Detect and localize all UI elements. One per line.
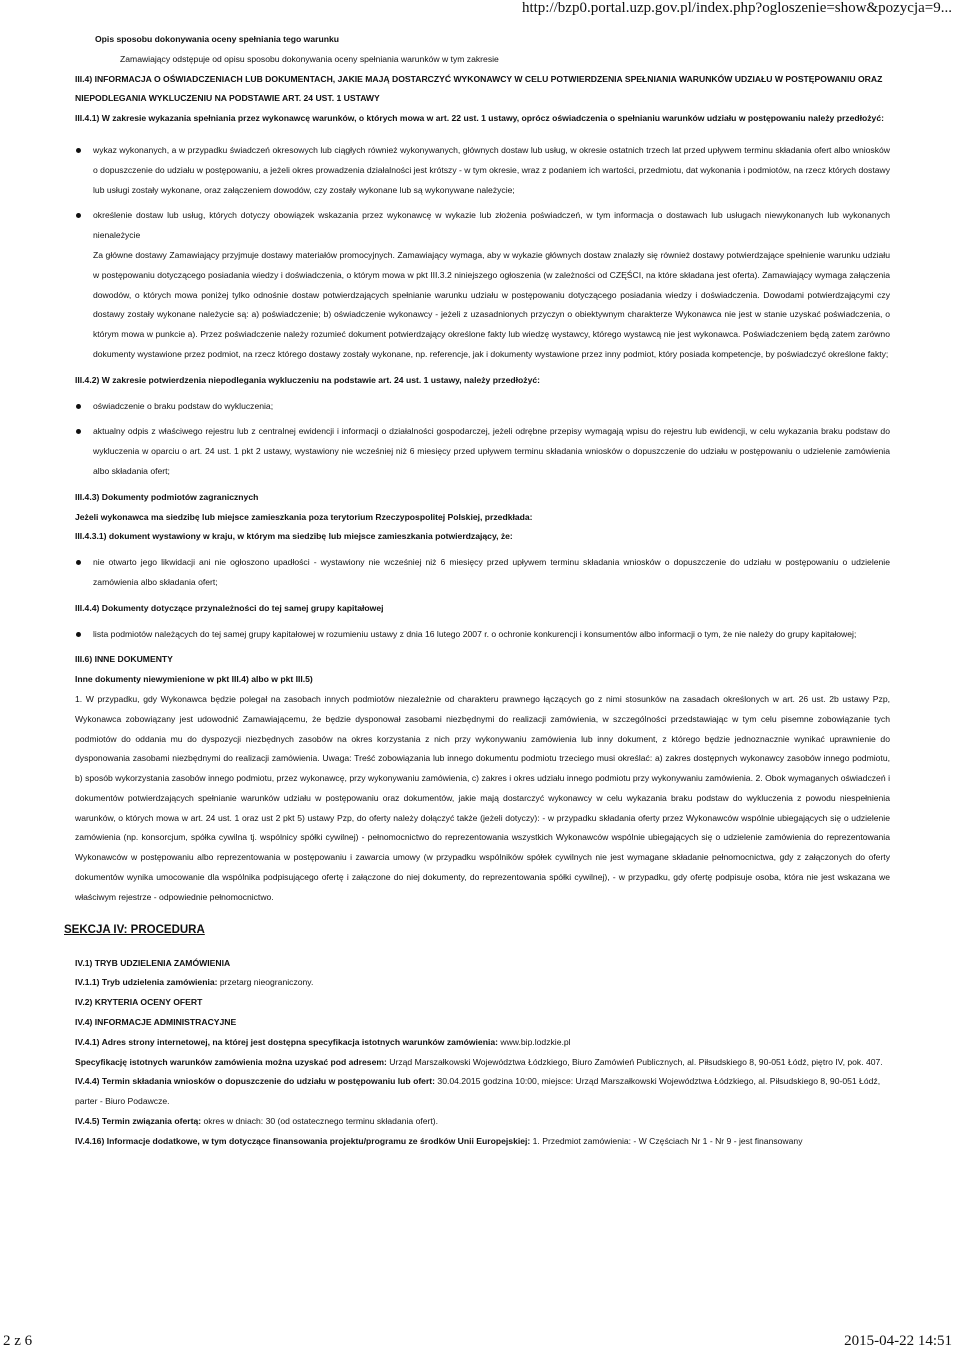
iii41-list xyxy=(75,141,890,246)
iv41-label: IV.4.1) Adres strony internetowej, na której jest dostępna specyfikacja istotnych warunków zamówienia: xyxy=(75,1036,498,1047)
page-number: 2 z 6 xyxy=(3,1333,33,1349)
iv2-heading: IV.2) KRYTERIA OCENY OFERT xyxy=(75,997,203,1008)
iv44-value: 30.04.2015 godzina 10:00, miejsce: Urząd Marszałkowski Województwa Łódzkiego, al. Piłsudskiego 8, 90-051 Łódź, parter - Biuro Podawcze. xyxy=(75,1076,881,1107)
browser-url: http://bzp0.portal.uzp.gov.pl/index.php?ogloszenie=show&pozycja=9... xyxy=(521,0,952,16)
list-item: nie otwarto jego likwidacji ani nie ogłoszono upadłości - wystawiony nie wcześniej niż 6 miesięcy przed upływem terminu składania wniosków o dopuszczenie do udziału w postępowaniu o udzielenie zamówienia albo składania ofert; xyxy=(75,553,890,593)
other-documents-line: Inne dokumenty niewymienione w pkt III.4) albo w pkt III.5) xyxy=(75,674,313,685)
iv41-value: www.bip.lodzkie.pl xyxy=(497,1036,571,1047)
iii42-list xyxy=(75,397,890,482)
main-supplies-note: Za główne dostawy Zamawiający przyjmuje dostawy materiałów promocyjnych. Zamawiający wymaga, aby w wykazie głównych dostaw znalazły się również dostawy potwierdzające spełnienie warunku udziału w postępowaniu dotyczącego posiadania wiedzy i doświadczenia, o którym mowa w pkt III.3.2 niniejszego ogłoszenia (w zależności od CZĘŚCI, na które składana jest oferta). Zamawiający wymaga załączenia dowodów, o których mowa poniżej tylko odnośnie dostaw potwierdzających spełnianie warunku udziału w postępowaniu dotyczącego posiadania wiedzy i doświadczenia. Dowodami potwierdzającymi czy dostawy zostały wykonane należycie są: a) poświadczenie; b) oświadczenie wykonawcy - jeżeli z uzasadnionych przyczyn o obiektywnym charakterze Wykonawca nie jest w stanie uzyskać poświadczenia, o którym mowa w punkcie a). Przez poświadczenie należy rozumieć dokument potwierdzający określone fakty lub wiedzę wystawcy, którego wystawcą nie jest wykonawca. Poświadczeniem będą zatem zarówno dokumenty wystawione przez podmiot, na rzecz którego dostawy zostały wykonane, np. referencje, jak i dokumenty wystawione przez inny podmiot, który posiada kompetencje, by poświadczyć określone fakty; xyxy=(93,249,890,359)
iv416-line xyxy=(75,1132,890,1152)
section-iii43-heading: III.4.3) Dokumenty podmiotów zagranicznych xyxy=(75,491,259,502)
spec-line xyxy=(75,1053,890,1073)
section-iii41-heading: III.4.1) W zakresie wykazania spełniania przez wykonawcę warunków, o których mowa w art. 22 ust. 1 ustawy, oprócz oświadczenia o spełnianiu warunków udziału w postępowaniu należy przedłożyć: xyxy=(75,113,884,124)
iv45-line xyxy=(75,1112,890,1132)
iii431-list xyxy=(75,553,890,593)
spec-value: Urząd Marszałkowski Województwa Łódzkiego, Biuro Zamówień Publicznych, al. Piłsudskiego 8, 90-051 Łódź, piętro IV, pok. 407. xyxy=(386,1056,883,1067)
iii44-list xyxy=(75,625,890,645)
iv11-label: IV.1.1) Tryb udzielenia zamówienia: xyxy=(75,977,218,988)
section-iii6-heading: III.6) INNE DOKUMENTY xyxy=(75,654,173,665)
document-body xyxy=(64,30,890,1152)
iv41-line xyxy=(75,1033,890,1053)
iv44-line xyxy=(75,1072,890,1112)
spec-label: Specyfikację istotnych warunków zamówienia można uzyskać pod adresem: xyxy=(75,1056,387,1067)
iv1-heading: IV.1) TRYB UDZIELENIA ZAMÓWIENIA xyxy=(75,957,231,968)
assessment-title: Opis sposobu dokonywania oceny spełniania tego warunku xyxy=(95,34,340,44)
list-item: wykaz wykonanych, a w przypadku świadczeń okresowych lub ciągłych również wykonywanych, głównych dostaw lub usług, w okresie ostatnich trzech lat przed upływem terminu składania ofert albo wniosków o dopuszczenie do udziału w postępowaniu, a jeżeli okres prowadzenia działalności jest krótszy - w tym okresie, wraz z podaniem ich wartości, przedmiotu, dat wykonania i podmiotów, na rzecz których dostawy lub usługi zostały wykonane, oraz załączeniem dowodów, czy zostały wykonane lub są wykonywane należycie; xyxy=(75,141,890,200)
list-item: aktualny odpis z właściwego rejestru lub z centralnej ewidencji i informacji o działalności gospodarczej, jeżeli odrębne przepisy wymagają wpisu do rejestru lub ewidencji, w celu wykazania braku podstaw do wykluczenia w oparciu o art. 24 ust. 1 pkt 2 ustawy, wystawiony nie wcześniej niż 6 miesięcy przed upływem terminu składania wniosków o dopuszczenie do udziału w postępowaniu o udzielenie zamówienia albo składania ofert; xyxy=(75,422,890,481)
iv4-heading: IV.4) INFORMACJE ADMINISTRACYJNE xyxy=(75,1017,237,1028)
section-iii42-heading: III.4.2) W zakresie potwierdzenia niepodlegania wykluczeniu na podstawie art. 24 ust. 1 ustawy, należy przedłożyć: xyxy=(75,374,540,385)
section-iii431-heading: III.4.3.1) dokument wystawiony w kraju, w którym ma siedzibę lub miejsce zamieszkania potwierdzający, że: xyxy=(75,531,513,542)
print-timestamp: 2015-04-22 14:51 xyxy=(844,1333,952,1349)
section-iii44-heading: III.4.4) Dokumenty dotyczące przynależności do tej samej grupy kapitałowej xyxy=(75,602,384,613)
other-documents-text: 1. W przypadku, gdy Wykonawca będzie polegał na zasobach innych podmiotów niezależnie od charakteru prawnego łączących go z nimi stosunków na zasadach określonych w art. 26 ust. 2b ustawy Pzp, Wykonawca zobowiązany jest udowodnić Zamawiającemu, że będzie dysponował zasobami niezbędnymi do realizacji zamówienia, w szczególności przedstawiając w tym celu pisemne zobowiązanie tych podmiotów do oddania mu do dyspozycji niezbędnych zasobów na okres korzystania z nich przy wykonywaniu zamówienia lub inny dokument, z którego będzie jednoznacznie wynikać uprawnienie do dysponowania zasobami niezbędnymi do realizacji zamówienia. Uwaga: Treść zobowiązania lub innego dokumentu podmiotu trzeciego musi określać: a) zakres dostępnych wykonawcy zasobów innego podmiotu, b) sposób wykorzystania zasobów innego podmiotu, przez wykonawcę, przy wykonywaniu zamówienia, c) zakres i okres udziału innego podmiotu przy wykonywaniu zamówienia. 2. Obok wymaganych oświadczeń i dokumentów potwierdzających spełnianie warunków udziału w postępowaniu oraz dokumentów, jakie mają dostarczyć wykonawcy w celu wykazania braku podstaw do wykluczenia z powodu niespełnienia warunków, o których mowa w art. 24 ust. 1 oraz ust 2 pkt 5) ustawy Pzp, do oferty należy dołączyć także (jeżeli dotyczy): - w przypadku składania oferty przez Wykonawców wspólnie ubiegających się o udzielenie zamówienia (np. konsorcjum, spółka cywilna tj. wspólnicy spółki cywilnej) - pełnomocnictwo do reprezentowania wszystkich Wykonawców wspólnie ubiegających się o udzielenie zamówienia do reprezentowania Wykonawców w postępowaniu albo reprezentowania w postępowaniu i zawarcia umowy (w przypadku wspólników spółek cywilnych nie jest wymagane składanie pełnomocnictwa, gdy z załączonych do oferty dokumentów wynika umocowanie dla wspólnika podpisującego ofertę i załączone do niej dokumenty, do reprezentowania spółki cywilnej), - w przypadku, gdy ofertę podpisuje osoba, która nie jest wskazana we właściwym rejestrze - odpowiednie pełnomocnictwo. xyxy=(75,693,890,902)
iv11-value: przetarg nieograniczony. xyxy=(217,977,314,988)
list-item: oświadczenie o braku podstaw do wykluczenia; xyxy=(75,397,890,417)
iv416-label: IV.4.16) Informacje dodatkowe, w tym dotyczące finansowania projektu/programu ze środków Unii Europejskiej: xyxy=(75,1135,531,1146)
iv44-label: IV.4.4) Termin składania wniosków o dopuszczenie do udziału w postępowaniu lub ofert: xyxy=(75,1076,436,1087)
section-iv-title: SEKCJA IV: PROCEDURA xyxy=(64,923,205,936)
iv45-label: IV.4.5) Termin związania ofertą: xyxy=(75,1116,202,1127)
iv11-line xyxy=(75,973,890,993)
iv45-value: okres w dniach: 30 (od ostatecznego terminu składania ofert). xyxy=(201,1116,439,1127)
list-item: lista podmiotów należących do tej samej grupy kapitałowej w rozumieniu ustawy z dnia 16 lutego 2007 r. o ochronie konkurencji i konsumentów albo informacji o tym, że nie należy do grupy kapitałowej; xyxy=(75,625,890,645)
iv416-value: 1. Przedmiot zamówienia: - W Częściach Nr 1 - Nr 9 - jest finansowany xyxy=(530,1135,803,1146)
assessment-text: Zamawiający odstępuje od opisu sposobu dokonywania oceny spełniania warunków w tym zakresie xyxy=(120,53,499,64)
foreign-entity-line: Jeżeli wykonawca ma siedzibę lub miejsce zamieszkania poza terytorium Rzeczypospolitej Polskiej, przedkłada: xyxy=(75,511,533,522)
section-iii4-heading: III.4) INFORMACJA O OŚWIADCZENIACH LUB DOKUMENTACH, JAKIE MAJĄ DOSTARCZYĆ WYKONAWCY W CELU POTWIERDZENIA SPEŁNIANIA WARUNKÓW UDZIAŁU W POSTĘPOWANIU ORAZ NIEPODLEGANIA WYKLUCZENIU NA PODSTAWIE ART. 24 UST. 1 USTAWY xyxy=(75,73,883,104)
list-item: określenie dostaw lub usług, których dotyczy obowiązek wskazania przez wykonawcę w wykazie lub złożenia poświadczeń, w tym informacja o dostawach lub usługach niewykonanych lub wykonanych nienależycie xyxy=(75,206,890,246)
